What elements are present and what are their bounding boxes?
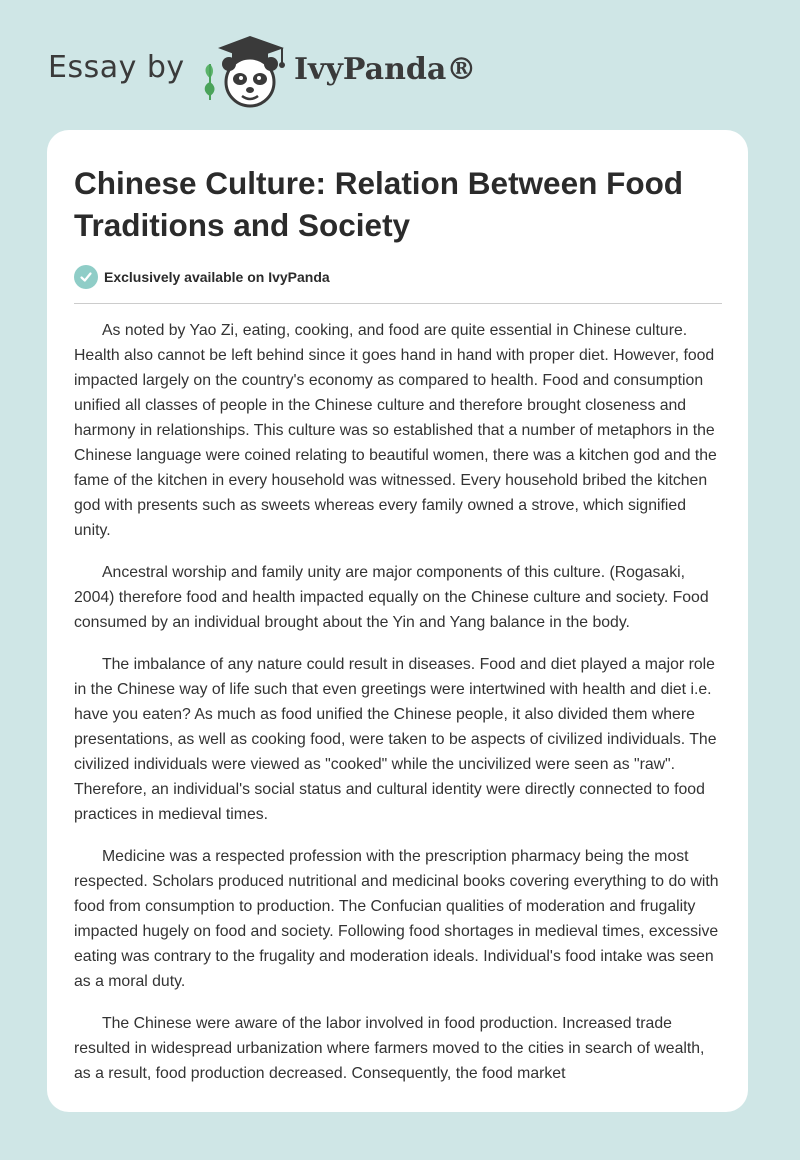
ivypanda-logo-icon[interactable] <box>198 34 294 110</box>
essay-card <box>47 130 748 1112</box>
exclusive-badge-label: Exclusively available on IvyPanda <box>104 269 330 285</box>
check-icon <box>74 265 98 289</box>
essay-paragraph: As noted by Yao Zi, eating, cooking, and food are quite essential in Chinese culture. Health also cannot be left behind since it goes hand in hand with proper diet. However, food impacted largely on the country's economy as compared to health. Food and consumption unified all classes of people in the Chinese culture and therefore brought closeness and harmony in relationships. This culture was so established that a number of metaphors in the Chinese language were coined relating to beautiful women, there was a kitchen god and the fame of the kitchen in every household was witnessed. Every household bribed the kitchen god with presents such as sweets whereas every family owned a strove, which signified unity. <box>74 322 717 539</box>
brand-name[interactable]: IvyPanda® <box>294 52 477 87</box>
essay-paragraph: The imbalance of any nature could result in diseases. Food and diet played a major role in the Chinese way of life such that even greetings were intertwined with health and diet i.e. have you eaten? As much as food unified the Chinese people, it also divided them where presentations, as well as cooking food, were taken to be aspects of civilized individuals. The civilized individuals were viewed as "cooked" while the uncivilized were seen as "raw". Therefore, an individual's social status and cultural identity were directly connected to food practices in medieval times. <box>74 656 717 823</box>
site-header <box>0 0 800 130</box>
essay-paragraph: Medicine was a respected profession with the prescription pharmacy being the most respected. Scholars produced nutritional and medicinal books covering everything to do with food from consumption to production. The Confucian qualities of moderation and frugality impacted hugely on food and society. Following food shortages in medieval times, excessive eating was contrary to the frugality and moderation ideals. Individual's food intake was seen as a moral duty. <box>74 848 719 990</box>
essay-paragraph: The Chinese were aware of the labor involved in food production. Increased trade resulted in widespread urbanization where farmers moved to the cities in search of wealth, as a result, food production decreased. Consequently, the food market <box>74 1015 705 1082</box>
exclusive-badge <box>74 264 330 290</box>
divider <box>74 303 722 304</box>
essay-title: Chinese Culture: Relation Between Food Traditions and Society <box>74 165 684 243</box>
essay-body <box>74 318 724 1103</box>
essay-by-label: Essay by <box>48 50 185 85</box>
essay-paragraph: Ancestral worship and family unity are major components of this culture. (Rogasaki, 2004) therefore food and health impacted equally on the Chinese culture and society. Food consumed by an individual brought about the Yin and Yang balance in the body. <box>74 564 709 631</box>
